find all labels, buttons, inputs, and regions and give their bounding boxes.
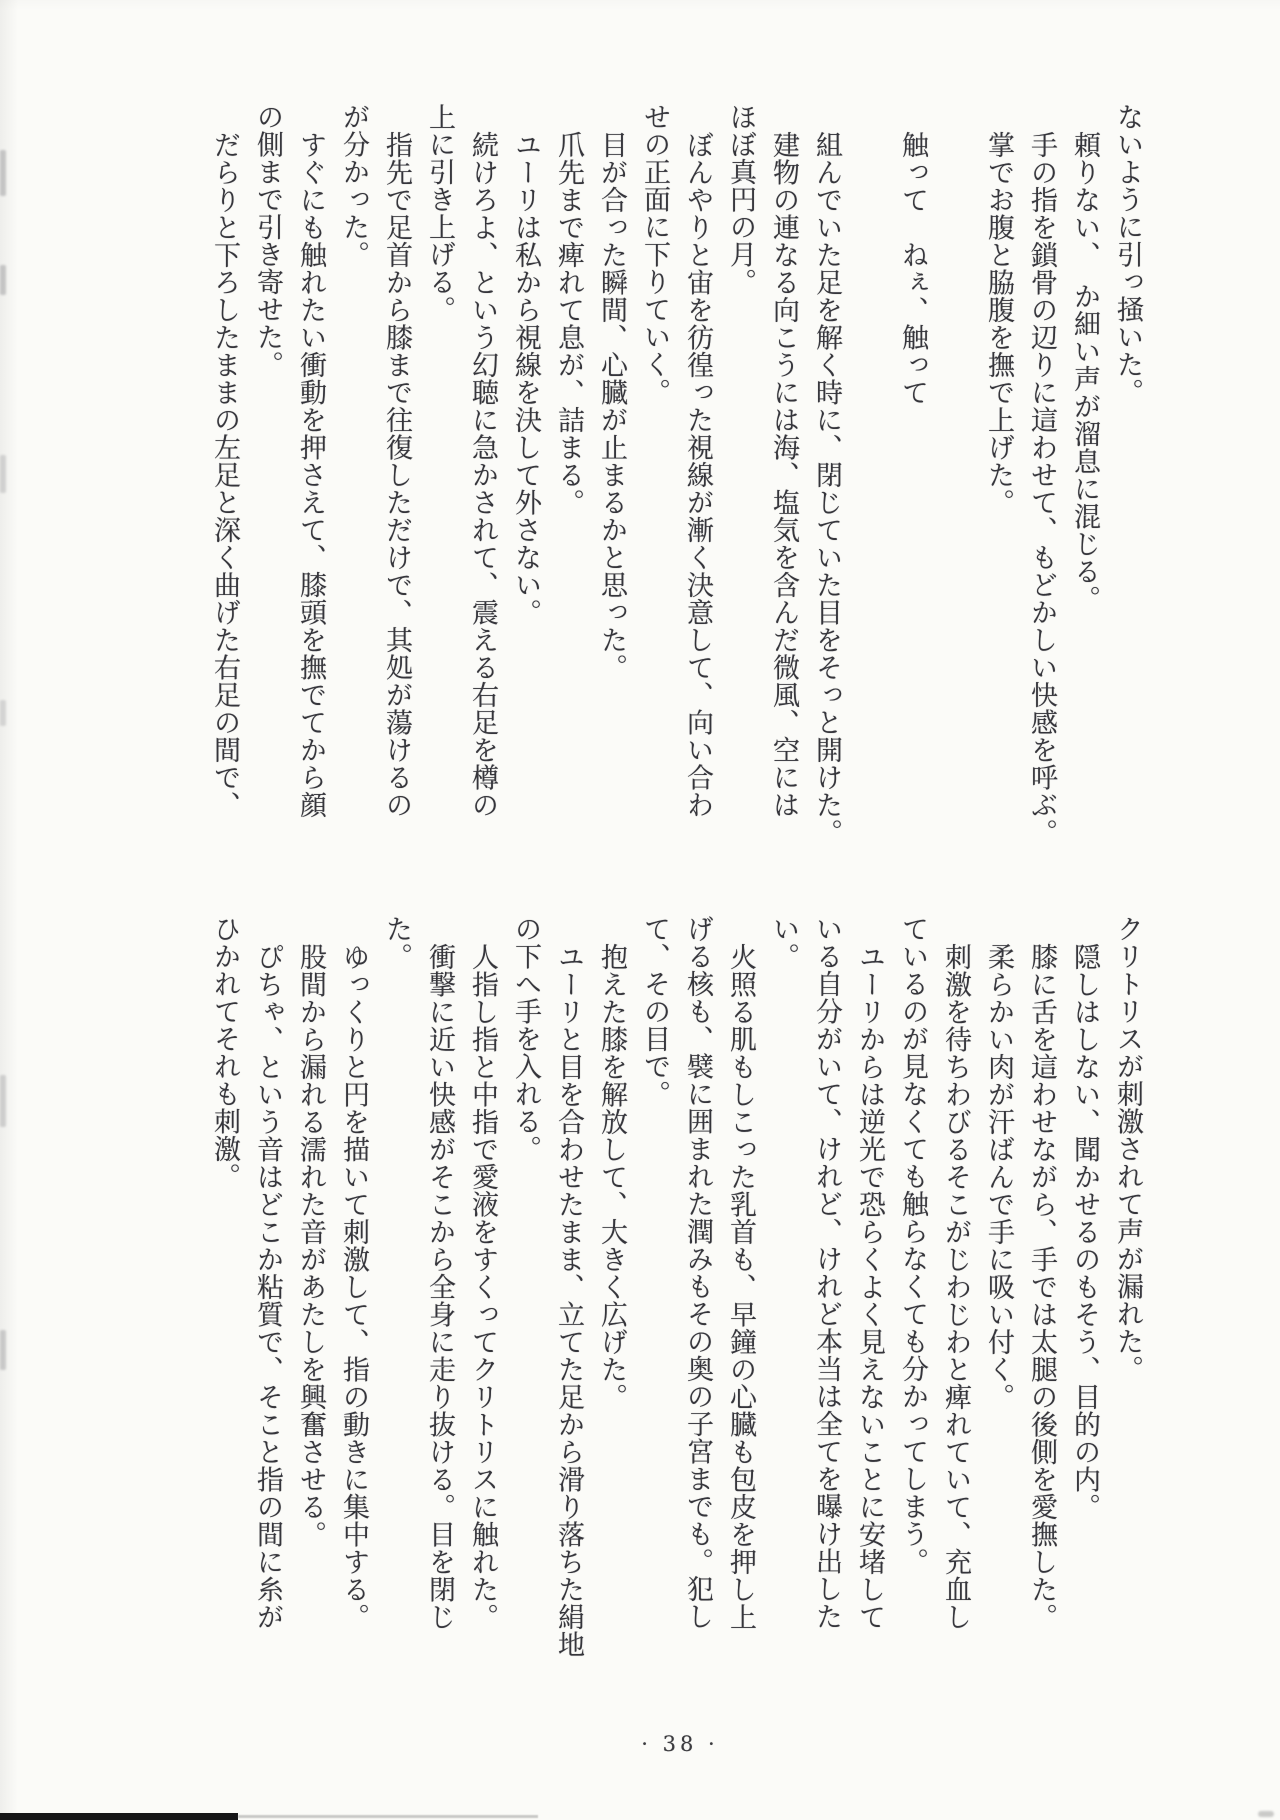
text-line: 爪先まで痺れて息が、詰まる。 [553,131,584,516]
text-line: 指先で足首から膝まで往復しただけで、其処が蕩けるの [381,131,412,819]
text-line: い。 [768,915,799,970]
text-line: 組んでいた足を解く時に、閉じていた目をそっと開けた。 [811,131,842,846]
text-line: ているのが見なくても触らなくても分かってしまう。 [897,915,928,1575]
text-line: の下へ手を入れる。 [510,915,541,1163]
text-line: ぼんやりと宙を彷徨った視線が漸く決意して、向い合わ [682,131,713,819]
text-line: ユーリからは逆光で恐らくよく見えないことに安堵して [854,943,885,1631]
text-line-dialogue: 触って ねぇ、触って [897,131,928,406]
scan-bottom-streak-artifact [238,1815,538,1818]
text-line: げる核も、襞に囲まれた潤みもその奥の子宮までも。犯し [682,915,713,1630]
text-line: 頼りない、 か細い声が溜息に混じる。 [1069,131,1100,613]
text-line: ほぼ真円の月。 [725,103,756,296]
text-line: 手の指を鎖骨の辺りに這わせて、もどかしい快感を呼ぶ。 [1026,131,1057,846]
text-line: ひかれてそれも刺激。 [209,915,240,1190]
scan-bottom-bar-artifact [0,1813,238,1820]
scan-edge-artifact [0,265,6,295]
text-block-top [203,103,1149,855]
text-line: クリトリスが刺激されて声が漏れた。 [1112,915,1143,1383]
text-line: ぴちゃ、という音はどこか粘質で、そこと指の間に糸が [252,943,283,1631]
text-line: 人指し指と中指で愛液をすくってクリトリスに触れた。 [467,943,498,1631]
text-line: 火照る肌もしこった乳首も、早鐘の心臓も包皮を押し上 [725,943,756,1631]
text-line: 掌でお腹と脇腹を撫で上げた。 [983,131,1014,516]
text-line: の側まで引き寄せた。 [252,103,283,378]
text-line: だらりと下ろしたままの左足と深く曲げた右足の間で、 [209,131,240,819]
text-line: すぐにも触れたい衝動を押さえて、膝頭を撫でてから顔 [295,131,326,819]
text-line [848,103,891,855]
text-line: 続けろよ、という幻聴に急かされて、震える右足を樽の [467,131,498,819]
text-line: 衝撃に近い快感がそこから全身に走り抜ける。目を閉じ [424,943,455,1631]
text-line: ユーリと目を合わせたまま、立てた足から滑り落ちた絹地 [553,943,584,1658]
scan-edge-artifact [0,455,6,493]
scan-edge-artifact [0,150,6,196]
text-line: ゆっくりと円を描いて刺激して、指の動きに集中する。 [338,943,369,1631]
text-line: 抱えた膝を解放して、大きく広げた。 [596,943,627,1411]
scan-edge-artifact [0,700,6,726]
scan-edge-artifact [0,1075,6,1127]
text-block-bottom [203,915,1149,1667]
page-number: · 38 · [641,1732,719,1756]
scan-edge-artifact [0,1330,6,1370]
text-line: ユーリは私から視線を決して外さない。 [510,131,541,626]
text-line: せの正面に下りていく。 [639,103,670,406]
text-line: 隠しはしない、聞かせるのもそう、目的の内。 [1069,943,1100,1521]
text-line: 柔らかい肉が汗ばんで手に吸い付く。 [983,943,1014,1411]
text-line: 上に引き上げる。 [424,103,455,323]
text-line: が分かった。 [338,103,369,268]
text-line [934,103,977,855]
text-line: て、その目で。 [639,915,670,1108]
text-line: 建物の連なる向こうには海、塩気を含んだ微風、空には [768,131,799,819]
scan-corner-smudge-artifact [1258,1811,1274,1817]
text-line: ないように引っ掻いた。 [1112,103,1143,406]
text-line: た。 [381,915,412,970]
text-line: 股間から漏れる濡れた音があたしを興奮させる。 [295,943,326,1548]
text-line: 刺激を待ちわびるそこがじわじわと痺れていて、充血し [940,943,971,1631]
text-line: 目が合った瞬間、心臓が止まるかと思った。 [596,131,627,681]
text-line: 膝に舌を這わせながら、手では太腿の後側を愛撫した。 [1026,943,1057,1631]
text-line: いる自分がいて、けれど、けれど本当は全てを曝け出した [811,915,842,1630]
